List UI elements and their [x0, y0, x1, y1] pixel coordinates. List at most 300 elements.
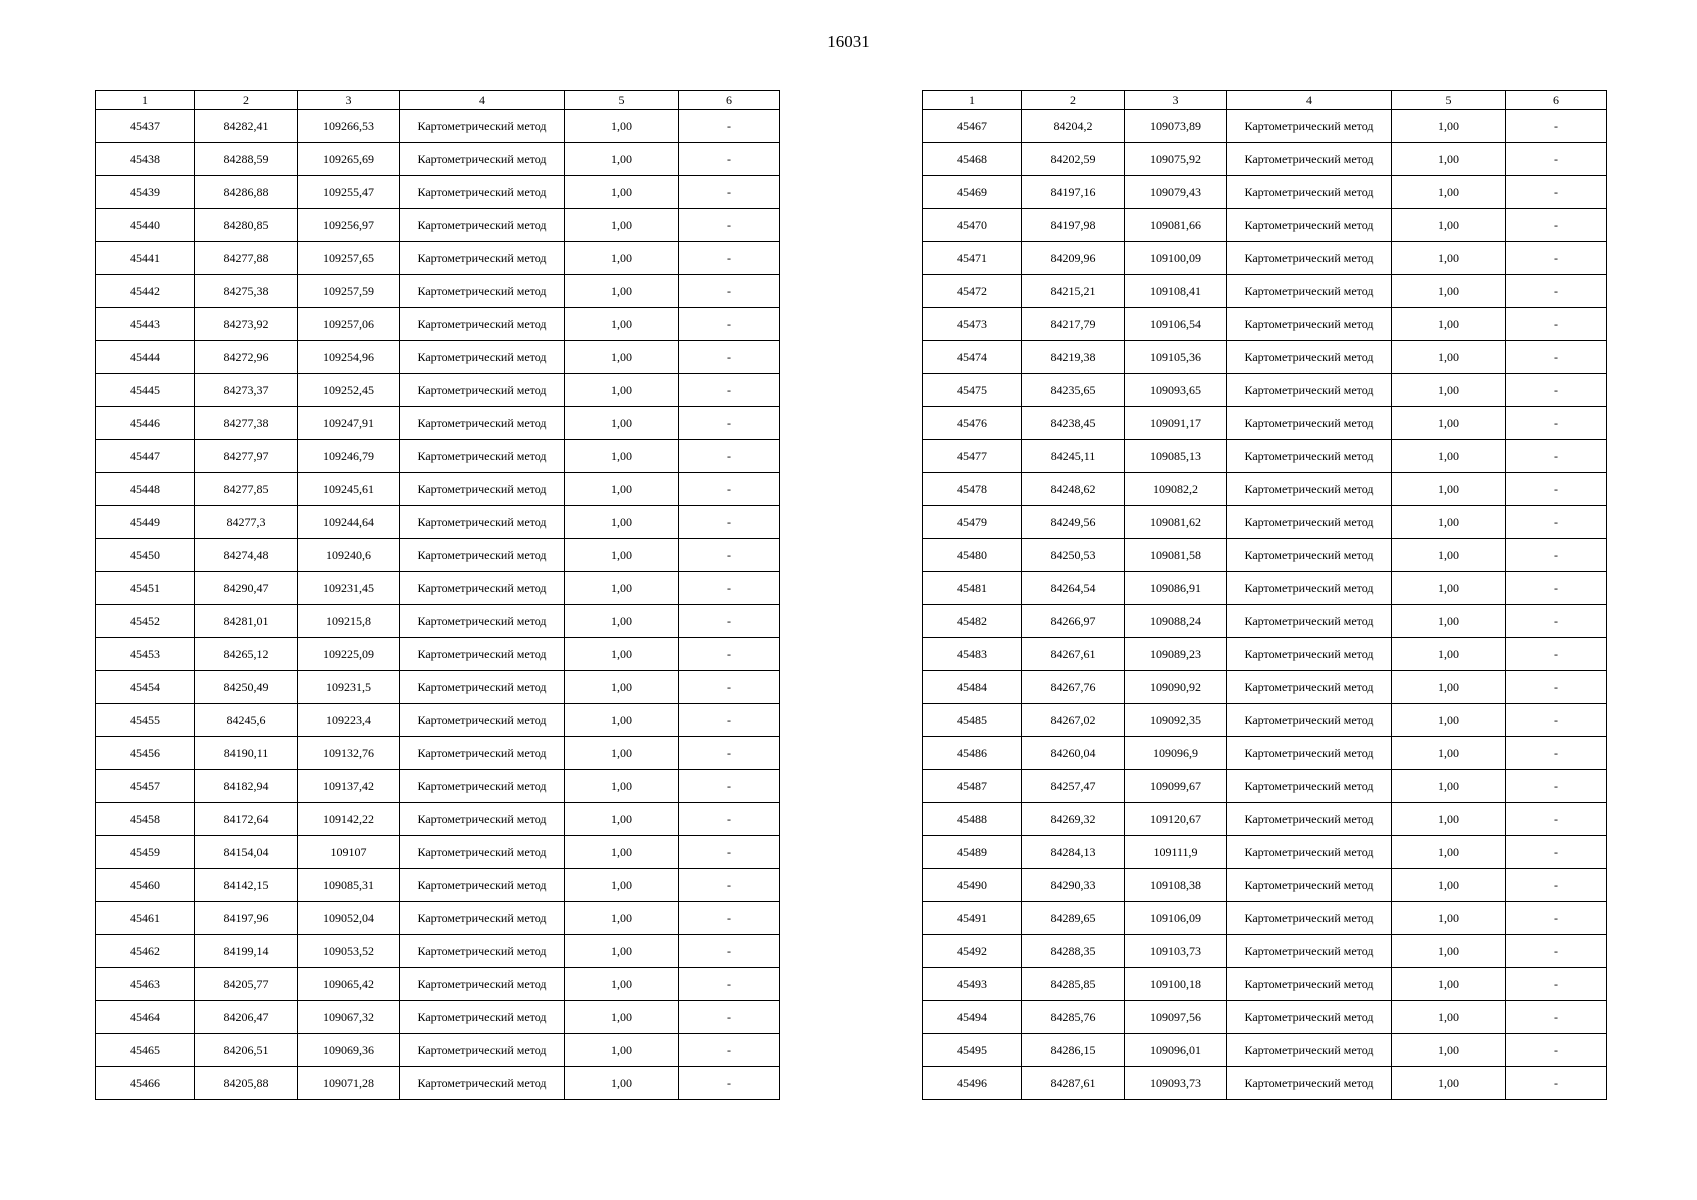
method-cell: Картометрический метод: [1227, 704, 1392, 737]
point-number-cell: 45455: [96, 704, 195, 737]
table-body: [96, 110, 780, 1100]
x-coordinate-cell: 84281,01: [195, 605, 298, 638]
table-row: [96, 209, 780, 242]
table-header-row: [96, 91, 780, 110]
description-cell: -: [1506, 473, 1607, 506]
description-cell: -: [679, 1001, 780, 1034]
description-cell: -: [679, 638, 780, 671]
table-row: [923, 638, 1607, 671]
page-number: 16031: [827, 32, 870, 51]
point-number-cell: 45450: [96, 539, 195, 572]
point-number-cell: 45493: [923, 968, 1022, 1001]
y-coordinate-cell: 109085,31: [298, 869, 400, 902]
x-coordinate-cell: 84206,51: [195, 1034, 298, 1067]
method-cell: Картометрический метод: [400, 473, 565, 506]
x-coordinate-cell: 84274,48: [195, 539, 298, 572]
table-body: [923, 110, 1607, 1100]
table-row: [96, 836, 780, 869]
y-coordinate-cell: 109257,59: [298, 275, 400, 308]
table-row: [96, 605, 780, 638]
y-coordinate-cell: 109096,01: [1125, 1034, 1227, 1067]
point-number-cell: 45472: [923, 275, 1022, 308]
accuracy-cell: 1,00: [1392, 539, 1506, 572]
accuracy-cell: 1,00: [565, 704, 679, 737]
method-cell: Картометрический метод: [400, 143, 565, 176]
column-header: 5: [565, 91, 679, 110]
accuracy-cell: 1,00: [565, 935, 679, 968]
x-coordinate-cell: 84290,33: [1022, 869, 1125, 902]
y-coordinate-cell: 109137,42: [298, 770, 400, 803]
description-cell: -: [1506, 341, 1607, 374]
x-coordinate-cell: 84280,85: [195, 209, 298, 242]
method-cell: Картометрический метод: [1227, 473, 1392, 506]
y-coordinate-cell: 109071,28: [298, 1067, 400, 1100]
x-coordinate-cell: 84257,47: [1022, 770, 1125, 803]
coordinates-table-left: [95, 90, 780, 1100]
point-number-cell: 45492: [923, 935, 1022, 968]
method-cell: Картометрический метод: [400, 176, 565, 209]
accuracy-cell: 1,00: [1392, 1067, 1506, 1100]
y-coordinate-cell: 109247,91: [298, 407, 400, 440]
method-cell: Картометрический метод: [400, 605, 565, 638]
y-coordinate-cell: 109085,13: [1125, 440, 1227, 473]
table-row: [923, 440, 1607, 473]
method-cell: Картометрический метод: [400, 110, 565, 143]
x-coordinate-cell: 84199,14: [195, 935, 298, 968]
point-number-cell: 45469: [923, 176, 1022, 209]
table-row: [923, 704, 1607, 737]
description-cell: -: [679, 275, 780, 308]
description-cell: -: [679, 869, 780, 902]
y-coordinate-cell: 109097,56: [1125, 1001, 1227, 1034]
accuracy-cell: 1,00: [1392, 869, 1506, 902]
table-row: [923, 902, 1607, 935]
coordinates-table-right: [922, 90, 1607, 1100]
table-row: [96, 638, 780, 671]
table-row: [923, 341, 1607, 374]
description-cell: -: [1506, 770, 1607, 803]
accuracy-cell: 1,00: [1392, 770, 1506, 803]
description-cell: -: [1506, 110, 1607, 143]
accuracy-cell: 1,00: [565, 737, 679, 770]
x-coordinate-cell: 84190,11: [195, 737, 298, 770]
accuracy-cell: 1,00: [1392, 407, 1506, 440]
accuracy-cell: 1,00: [1392, 308, 1506, 341]
table-row: [923, 935, 1607, 968]
x-coordinate-cell: 84288,35: [1022, 935, 1125, 968]
method-cell: Картометрический метод: [400, 341, 565, 374]
table-row: [96, 902, 780, 935]
description-cell: -: [679, 506, 780, 539]
x-coordinate-cell: 84219,38: [1022, 341, 1125, 374]
description-cell: -: [679, 209, 780, 242]
point-number-cell: 45482: [923, 605, 1022, 638]
point-number-cell: 45477: [923, 440, 1022, 473]
accuracy-cell: 1,00: [565, 242, 679, 275]
x-coordinate-cell: 84264,54: [1022, 572, 1125, 605]
description-cell: -: [679, 539, 780, 572]
table-row: [96, 308, 780, 341]
column-header: 1: [923, 91, 1022, 110]
accuracy-cell: 1,00: [1392, 1001, 1506, 1034]
method-cell: Картометрический метод: [1227, 1034, 1392, 1067]
method-cell: Картометрический метод: [400, 1034, 565, 1067]
y-coordinate-cell: 109096,9: [1125, 737, 1227, 770]
y-coordinate-cell: 109052,04: [298, 902, 400, 935]
point-number-cell: 45490: [923, 869, 1022, 902]
table-row: [96, 1001, 780, 1034]
y-coordinate-cell: 109215,8: [298, 605, 400, 638]
point-number-cell: 45439: [96, 176, 195, 209]
description-cell: -: [679, 1067, 780, 1100]
description-cell: -: [1506, 605, 1607, 638]
x-coordinate-cell: 84142,15: [195, 869, 298, 902]
accuracy-cell: 1,00: [1392, 968, 1506, 1001]
y-coordinate-cell: 109108,38: [1125, 869, 1227, 902]
point-number-cell: 45467: [923, 110, 1022, 143]
x-coordinate-cell: 84205,88: [195, 1067, 298, 1100]
y-coordinate-cell: 109091,17: [1125, 407, 1227, 440]
accuracy-cell: 1,00: [565, 110, 679, 143]
point-number-cell: 45495: [923, 1034, 1022, 1067]
y-coordinate-cell: 109067,32: [298, 1001, 400, 1034]
accuracy-cell: 1,00: [1392, 473, 1506, 506]
y-coordinate-cell: 109053,52: [298, 935, 400, 968]
accuracy-cell: 1,00: [565, 440, 679, 473]
method-cell: Картометрический метод: [1227, 968, 1392, 1001]
description-cell: -: [1506, 1001, 1607, 1034]
table-row: [96, 143, 780, 176]
y-coordinate-cell: 109132,76: [298, 737, 400, 770]
table-row: [96, 242, 780, 275]
method-cell: Картометрический метод: [400, 1067, 565, 1100]
point-number-cell: 45479: [923, 506, 1022, 539]
table-row: [923, 242, 1607, 275]
method-cell: Картометрический метод: [400, 803, 565, 836]
accuracy-cell: 1,00: [565, 836, 679, 869]
accuracy-cell: 1,00: [565, 1067, 679, 1100]
description-cell: -: [1506, 209, 1607, 242]
description-cell: -: [1506, 539, 1607, 572]
point-number-cell: 45480: [923, 539, 1022, 572]
accuracy-cell: 1,00: [565, 143, 679, 176]
x-coordinate-cell: 84286,15: [1022, 1034, 1125, 1067]
y-coordinate-cell: 109257,65: [298, 242, 400, 275]
point-number-cell: 45452: [96, 605, 195, 638]
method-cell: Картометрический метод: [1227, 308, 1392, 341]
description-cell: -: [679, 836, 780, 869]
x-coordinate-cell: 84235,65: [1022, 374, 1125, 407]
method-cell: Картометрический метод: [400, 440, 565, 473]
point-number-cell: 45441: [96, 242, 195, 275]
x-coordinate-cell: 84215,21: [1022, 275, 1125, 308]
method-cell: Картометрический метод: [1227, 539, 1392, 572]
y-coordinate-cell: 109081,58: [1125, 539, 1227, 572]
y-coordinate-cell: 109252,45: [298, 374, 400, 407]
accuracy-cell: 1,00: [565, 506, 679, 539]
point-number-cell: 45449: [96, 506, 195, 539]
table-row: [96, 539, 780, 572]
description-cell: -: [679, 737, 780, 770]
x-coordinate-cell: 84277,88: [195, 242, 298, 275]
table-row: [96, 1034, 780, 1067]
x-coordinate-cell: 84197,16: [1022, 176, 1125, 209]
accuracy-cell: 1,00: [1392, 176, 1506, 209]
accuracy-cell: 1,00: [565, 671, 679, 704]
table-row: [96, 407, 780, 440]
description-cell: -: [1506, 572, 1607, 605]
description-cell: -: [1506, 968, 1607, 1001]
y-coordinate-cell: 109256,97: [298, 209, 400, 242]
point-number-cell: 45456: [96, 737, 195, 770]
description-cell: -: [1506, 374, 1607, 407]
description-cell: -: [679, 374, 780, 407]
y-coordinate-cell: 109086,91: [1125, 572, 1227, 605]
description-cell: -: [1506, 869, 1607, 902]
table-row: [96, 440, 780, 473]
accuracy-cell: 1,00: [565, 1001, 679, 1034]
y-coordinate-cell: 109092,35: [1125, 704, 1227, 737]
x-coordinate-cell: 84289,65: [1022, 902, 1125, 935]
x-coordinate-cell: 84275,38: [195, 275, 298, 308]
x-coordinate-cell: 84277,38: [195, 407, 298, 440]
x-coordinate-cell: 84172,64: [195, 803, 298, 836]
method-cell: Картометрический метод: [1227, 803, 1392, 836]
table-row: [923, 1067, 1607, 1100]
y-coordinate-cell: 109231,5: [298, 671, 400, 704]
table-row: [923, 374, 1607, 407]
point-number-cell: 45476: [923, 407, 1022, 440]
accuracy-cell: 1,00: [565, 374, 679, 407]
description-cell: -: [1506, 836, 1607, 869]
description-cell: -: [1506, 440, 1607, 473]
accuracy-cell: 1,00: [1392, 209, 1506, 242]
description-cell: -: [1506, 407, 1607, 440]
accuracy-cell: 1,00: [565, 1034, 679, 1067]
y-coordinate-cell: 109255,47: [298, 176, 400, 209]
x-coordinate-cell: 84238,45: [1022, 407, 1125, 440]
table-row: [923, 539, 1607, 572]
method-cell: Картометрический метод: [400, 704, 565, 737]
table-row: [96, 176, 780, 209]
point-number-cell: 45461: [96, 902, 195, 935]
x-coordinate-cell: 84267,61: [1022, 638, 1125, 671]
x-coordinate-cell: 84250,53: [1022, 539, 1125, 572]
description-cell: -: [679, 110, 780, 143]
description-cell: -: [679, 803, 780, 836]
y-coordinate-cell: 109093,65: [1125, 374, 1227, 407]
accuracy-cell: 1,00: [565, 902, 679, 935]
method-cell: Картометрический метод: [1227, 1067, 1392, 1100]
table-row: [923, 275, 1607, 308]
accuracy-cell: 1,00: [565, 341, 679, 374]
method-cell: Картометрический метод: [1227, 572, 1392, 605]
method-cell: Картометрический метод: [400, 737, 565, 770]
table-row: [96, 704, 780, 737]
method-cell: Картометрический метод: [400, 242, 565, 275]
point-number-cell: 45491: [923, 902, 1022, 935]
x-coordinate-cell: 84273,37: [195, 374, 298, 407]
table-row: [923, 1001, 1607, 1034]
x-coordinate-cell: 84277,85: [195, 473, 298, 506]
accuracy-cell: 1,00: [565, 407, 679, 440]
point-number-cell: 45460: [96, 869, 195, 902]
point-number-cell: 45440: [96, 209, 195, 242]
point-number-cell: 45447: [96, 440, 195, 473]
point-number-cell: 45484: [923, 671, 1022, 704]
accuracy-cell: 1,00: [1392, 1034, 1506, 1067]
table-row: [923, 836, 1607, 869]
method-cell: Картометрический метод: [1227, 374, 1392, 407]
y-coordinate-cell: 109079,43: [1125, 176, 1227, 209]
description-cell: -: [679, 143, 780, 176]
y-coordinate-cell: 109090,92: [1125, 671, 1227, 704]
y-coordinate-cell: 109075,92: [1125, 143, 1227, 176]
description-cell: -: [679, 671, 780, 704]
method-cell: Картометрический метод: [1227, 110, 1392, 143]
description-cell: -: [1506, 143, 1607, 176]
table-row: [923, 209, 1607, 242]
description-cell: -: [1506, 242, 1607, 275]
point-number-cell: 45463: [96, 968, 195, 1001]
point-number-cell: 45454: [96, 671, 195, 704]
description-cell: -: [1506, 737, 1607, 770]
method-cell: Картометрический метод: [400, 539, 565, 572]
accuracy-cell: 1,00: [1392, 374, 1506, 407]
y-coordinate-cell: 109073,89: [1125, 110, 1227, 143]
y-coordinate-cell: 109223,4: [298, 704, 400, 737]
table-row: [96, 374, 780, 407]
point-number-cell: 45473: [923, 308, 1022, 341]
y-coordinate-cell: 109081,66: [1125, 209, 1227, 242]
method-cell: Картометрический метод: [400, 836, 565, 869]
method-cell: Картометрический метод: [400, 968, 565, 1001]
table-row: [923, 1034, 1607, 1067]
x-coordinate-cell: 84204,2: [1022, 110, 1125, 143]
y-coordinate-cell: 109069,36: [298, 1034, 400, 1067]
point-number-cell: 45470: [923, 209, 1022, 242]
point-number-cell: 45465: [96, 1034, 195, 1067]
description-cell: -: [679, 341, 780, 374]
table-row: [96, 572, 780, 605]
method-cell: Картометрический метод: [1227, 770, 1392, 803]
point-number-cell: 45468: [923, 143, 1022, 176]
method-cell: Картометрический метод: [1227, 869, 1392, 902]
description-cell: -: [679, 704, 780, 737]
method-cell: Картометрический метод: [400, 209, 565, 242]
table-row: [923, 407, 1607, 440]
y-coordinate-cell: 109100,09: [1125, 242, 1227, 275]
column-header: 3: [298, 91, 400, 110]
description-cell: -: [679, 308, 780, 341]
table-row: [96, 506, 780, 539]
method-cell: Картометрический метод: [1227, 836, 1392, 869]
x-coordinate-cell: 84154,04: [195, 836, 298, 869]
point-number-cell: 45475: [923, 374, 1022, 407]
description-cell: -: [1506, 1034, 1607, 1067]
x-coordinate-cell: 84202,59: [1022, 143, 1125, 176]
description-cell: -: [679, 572, 780, 605]
method-cell: Картометрический метод: [400, 374, 565, 407]
description-cell: -: [679, 968, 780, 1001]
point-number-cell: 45453: [96, 638, 195, 671]
y-coordinate-cell: 109265,69: [298, 143, 400, 176]
method-cell: Картометрический метод: [1227, 1001, 1392, 1034]
method-cell: Картометрический метод: [1227, 143, 1392, 176]
description-cell: -: [679, 605, 780, 638]
method-cell: Картометрический метод: [400, 506, 565, 539]
description-cell: -: [679, 770, 780, 803]
table-row: [96, 770, 780, 803]
method-cell: Картометрический метод: [400, 935, 565, 968]
accuracy-cell: 1,00: [1392, 110, 1506, 143]
table-row: [923, 308, 1607, 341]
point-number-cell: 45489: [923, 836, 1022, 869]
x-coordinate-cell: 84250,49: [195, 671, 298, 704]
y-coordinate-cell: 109089,23: [1125, 638, 1227, 671]
y-coordinate-cell: 109244,64: [298, 506, 400, 539]
column-header: 6: [1506, 91, 1607, 110]
table-row: [923, 671, 1607, 704]
y-coordinate-cell: 109082,2: [1125, 473, 1227, 506]
point-number-cell: 45451: [96, 572, 195, 605]
x-coordinate-cell: 84245,11: [1022, 440, 1125, 473]
x-coordinate-cell: 84182,94: [195, 770, 298, 803]
table-row: [923, 506, 1607, 539]
point-number-cell: 45471: [923, 242, 1022, 275]
x-coordinate-cell: 84290,47: [195, 572, 298, 605]
column-header: 4: [400, 91, 565, 110]
method-cell: Картометрический метод: [1227, 242, 1392, 275]
point-number-cell: 45448: [96, 473, 195, 506]
y-coordinate-cell: 109081,62: [1125, 506, 1227, 539]
table-row: [96, 737, 780, 770]
table-row: [96, 968, 780, 1001]
column-header: 2: [195, 91, 298, 110]
point-number-cell: 45481: [923, 572, 1022, 605]
accuracy-cell: 1,00: [1392, 737, 1506, 770]
y-coordinate-cell: 109266,53: [298, 110, 400, 143]
description-cell: -: [679, 440, 780, 473]
point-number-cell: 45437: [96, 110, 195, 143]
x-coordinate-cell: 84286,88: [195, 176, 298, 209]
description-cell: -: [679, 902, 780, 935]
x-coordinate-cell: 84285,85: [1022, 968, 1125, 1001]
method-cell: Картометрический метод: [400, 572, 565, 605]
x-coordinate-cell: 84265,12: [195, 638, 298, 671]
point-number-cell: 45487: [923, 770, 1022, 803]
table-row: [923, 737, 1607, 770]
table-row: [923, 572, 1607, 605]
method-cell: Картометрический метод: [1227, 638, 1392, 671]
table-row: [96, 275, 780, 308]
point-number-cell: 45483: [923, 638, 1022, 671]
y-coordinate-cell: 109120,67: [1125, 803, 1227, 836]
column-header: 4: [1227, 91, 1392, 110]
x-coordinate-cell: 84209,96: [1022, 242, 1125, 275]
method-cell: Картометрический метод: [400, 407, 565, 440]
method-cell: Картометрический метод: [1227, 935, 1392, 968]
x-coordinate-cell: 84269,32: [1022, 803, 1125, 836]
y-coordinate-cell: 109254,96: [298, 341, 400, 374]
method-cell: Картометрический метод: [400, 275, 565, 308]
table-row: [96, 935, 780, 968]
accuracy-cell: 1,00: [1392, 704, 1506, 737]
x-coordinate-cell: 84197,98: [1022, 209, 1125, 242]
accuracy-cell: 1,00: [565, 275, 679, 308]
point-number-cell: 45443: [96, 308, 195, 341]
description-cell: -: [1506, 671, 1607, 704]
